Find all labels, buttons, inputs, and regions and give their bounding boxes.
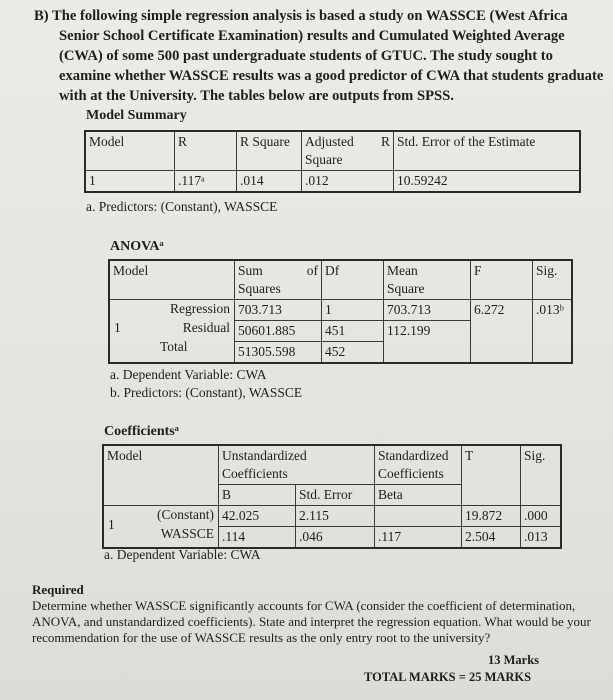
coef-b-constant: 42.025 — [219, 506, 296, 527]
anova-ms-regression: 703.713 — [384, 300, 471, 321]
coefficients-table — [102, 444, 562, 549]
anova-header-mean — [384, 260, 471, 300]
ms-header-adjusted-r: R — [378, 131, 394, 171]
anova-header-sig: Sig. — [533, 260, 573, 300]
anova-label-regression: Regression — [170, 301, 230, 316]
question-intro — [34, 6, 604, 106]
coef-model-number: 1 — [108, 517, 115, 532]
coef-header-std-l1: Standardized — [378, 448, 449, 463]
anova-ms-residual: 112.199 — [384, 321, 471, 364]
ms-header-r: R — [175, 131, 237, 171]
coef-header-b: B — [219, 485, 296, 506]
coef-header-model: Model — [103, 445, 219, 506]
anova-header-sum-l2: Squares — [238, 281, 281, 296]
total-marks: TOTAL MARKS = 25 MARKS — [364, 670, 532, 684]
anova-df-total: 452 — [322, 342, 384, 364]
coef-header-unstd-l2: Coefficients — [222, 466, 288, 481]
coef-sig-constant: .000 — [521, 506, 562, 527]
anova-header-df: Df — [322, 260, 384, 300]
ms-cell-r: .117ᵃ — [175, 171, 237, 193]
coef-header-t: T — [462, 445, 521, 506]
anova-df-residual: 451 — [322, 321, 384, 342]
coef-se-constant: 2.115 — [296, 506, 375, 527]
ms-cell-adj-r-square: .012 — [302, 171, 394, 193]
ms-header-r-square: R Square — [237, 131, 302, 171]
anova-ss-residual: 50601.885 — [235, 321, 322, 342]
required-section — [32, 582, 592, 646]
ms-header-model: Model — [85, 131, 175, 171]
ms-note: a. Predictors: (Constant), WASSCE — [86, 199, 278, 214]
intro-line: Senior School Certificate Examination) results and Cumulated Weighted Average — [59, 28, 565, 44]
model-summary-title: Model Summary — [86, 108, 187, 123]
anova-header-f: F — [471, 260, 533, 300]
ms-cell-r-square: .014 — [237, 171, 302, 193]
coef-header-sig: Sig. — [521, 445, 562, 506]
required-title: Required — [32, 582, 84, 597]
coef-header-se: Std. Error — [296, 485, 375, 506]
ms-header-adjusted-l1: Adjusted — [305, 134, 354, 149]
coefficients-title: Coefficientsᵃ — [104, 424, 179, 439]
ms-cell-model: 1 — [85, 171, 175, 193]
anova-model-number: 1 — [114, 320, 121, 335]
anova-label-total: Total — [160, 339, 188, 354]
anova-header-sum-l1: Sum — [238, 263, 263, 278]
anova-note-a: a. Dependent Variable: CWA — [110, 367, 267, 382]
intro-line: (CWA) of some 500 past undergraduate students of GTUC. The study sought to — [59, 48, 553, 64]
coef-label-wassce: WASSCE — [160, 526, 214, 541]
required-text: Determine whether WASSCE significantly accounts for CWA (consider the coefficient of determination, ANOVA, and unstandardized coefficients). State and interpret the regression equation. What would be your recommendation for the use of WASSCE results as the only entry root to the university? — [32, 598, 591, 645]
coef-t-constant: 19.872 — [462, 506, 521, 527]
anova-header-of: of — [306, 263, 318, 278]
anova-header-mean-l1: Mean — [387, 263, 418, 278]
ms-cell-std-error: 10.59242 — [394, 171, 580, 193]
anova-header-mean-l2: Square — [387, 281, 425, 296]
anova-df-regression: 1 — [322, 300, 384, 321]
anova-model-cell — [109, 300, 235, 364]
coef-beta-wassce: .117 — [375, 527, 462, 549]
anova-ss-regression: 703.713 — [235, 300, 322, 321]
ms-header-adjusted-l2: Square — [305, 152, 343, 167]
anova-note-b: b. Predictors: (Constant), WASSCE — [110, 385, 303, 400]
coef-model-cell — [103, 506, 219, 549]
coef-header-unstd-l1: Unstandardized — [222, 448, 307, 463]
anova-ss-total: 51305.598 — [235, 342, 322, 364]
anova-table — [108, 259, 573, 364]
coef-header-std-l2: Coefficients — [378, 466, 444, 481]
coef-se-wassce: .046 — [296, 527, 375, 549]
model-summary-table — [84, 130, 581, 193]
intro-line: examine whether WASSCE results was a good predictor of CWA that students graduate — [59, 68, 604, 84]
coef-b-wassce: .114 — [219, 527, 296, 549]
anova-header-sum — [235, 260, 322, 300]
coef-beta-constant — [375, 506, 462, 527]
coef-t-wassce: 2.504 — [462, 527, 521, 549]
coef-header-std — [375, 445, 462, 485]
anova-f-value: 6.272 — [471, 300, 533, 364]
anova-label-residual: Residual — [182, 320, 230, 335]
coef-header-unstd — [219, 445, 375, 485]
intro-line: with at the University. The tables below are outputs from SPSS. — [59, 88, 454, 104]
intro-line: B) The following simple regression analysis is based a study on WASSCE (West Africa — [34, 8, 568, 24]
coef-note: a. Dependent Variable: CWA — [104, 547, 261, 562]
coef-sig-wassce: .013 — [521, 527, 562, 549]
anova-header-model: Model — [109, 260, 235, 300]
anova-sig-value: .013ᵇ — [533, 300, 573, 364]
section-marks: 13 Marks — [488, 653, 540, 667]
coef-header-beta: Beta — [375, 485, 462, 506]
ms-header-std-error: Std. Error of the Estimate — [394, 131, 580, 171]
anova-title: ANOVAᵃ — [110, 239, 164, 254]
ms-header-adjusted — [302, 131, 379, 171]
coef-label-constant: (Constant) — [157, 507, 214, 522]
